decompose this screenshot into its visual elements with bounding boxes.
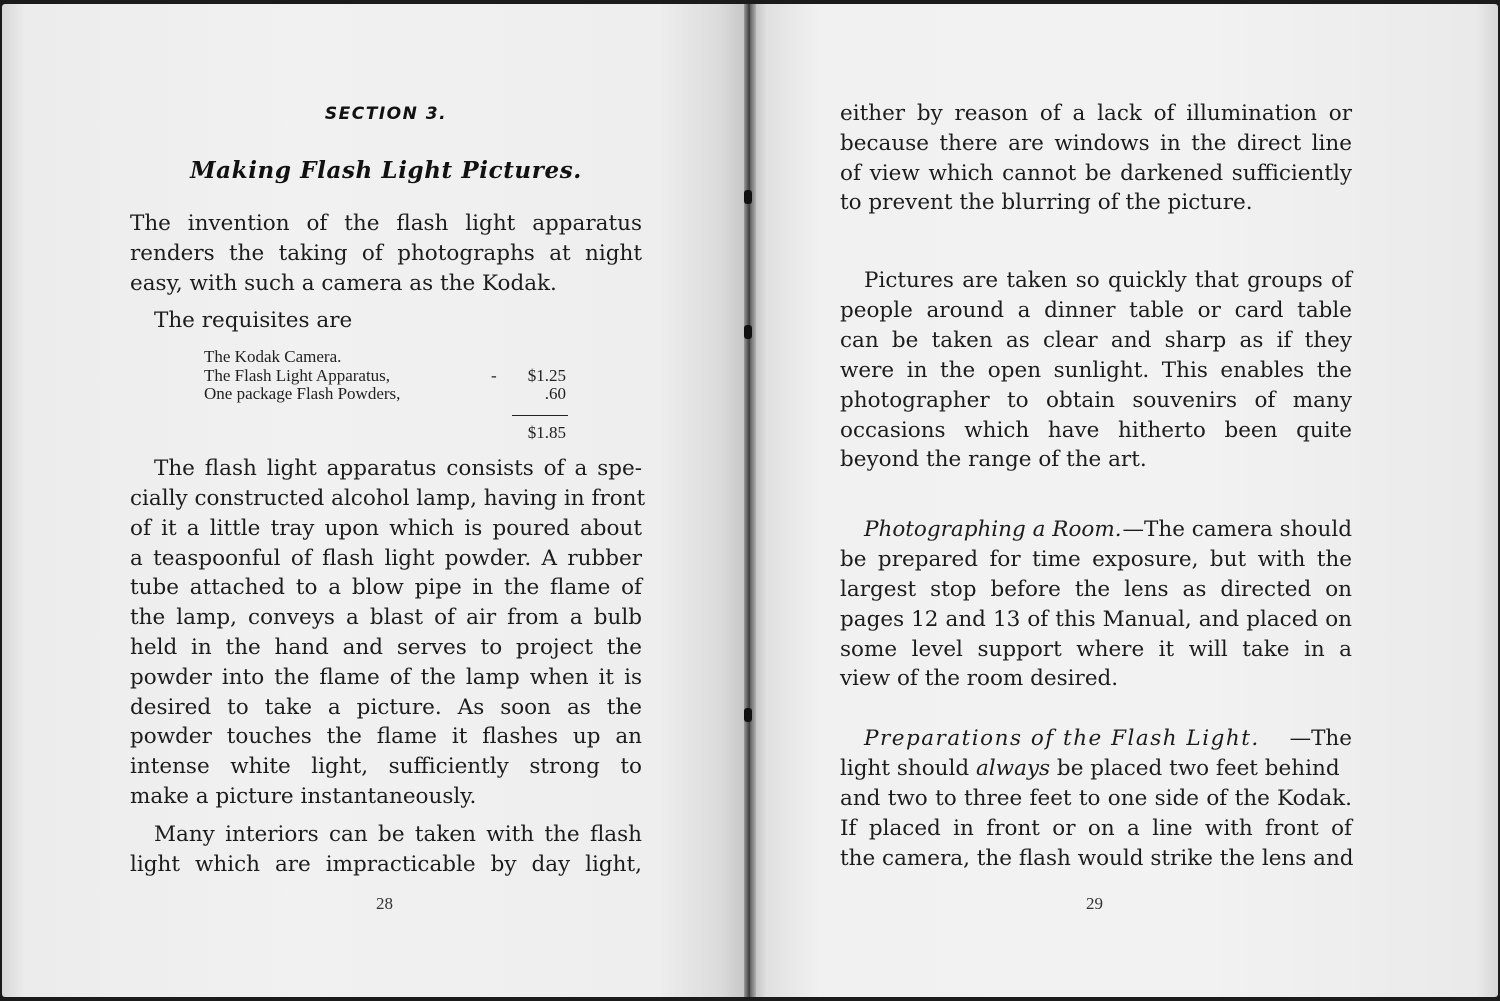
text-line: some level support where it will take in a	[840, 637, 1352, 662]
intro-line: easy, with such a camera as the Kodak.	[130, 271, 557, 296]
text-line: people around a dinner table or card table	[840, 298, 1352, 323]
text-line: powder touches the flame it flashes up an	[130, 724, 642, 749]
text-line: either by reason of a lack of illumination or	[840, 101, 1352, 126]
chapter-title: Making Flash Light Pictures.	[190, 157, 582, 184]
text-line: the lamp, conveys a blast of air from a bulb	[130, 605, 642, 630]
text-line: were in the open sunlight. This enables the	[840, 358, 1352, 383]
text-line: view of the room desired.	[840, 666, 1119, 691]
requisites-table	[204, 347, 574, 442]
intro-line: renders the taking of photographs at night	[130, 241, 642, 266]
text-line: be prepared for time exposure, but with the	[840, 547, 1352, 572]
binding-staple	[744, 708, 752, 722]
text-line: held in the hand and serves to project the	[130, 635, 642, 660]
requisites-total: $1.85	[527, 423, 566, 442]
text-line: cially constructed alcohol lamp, having in front	[130, 486, 646, 511]
prep-emphasis: always	[975, 756, 1051, 781]
prep-second-line	[840, 754, 1352, 784]
text-line: a teaspoonful of flash light powder. A rubber	[130, 546, 642, 571]
right-page	[752, 4, 1498, 997]
page-number: 28	[376, 894, 393, 913]
requisites-intro: The requisites are	[154, 308, 353, 333]
requisite-row	[204, 385, 574, 404]
intro-line: The invention of the flash light apparatus	[130, 211, 642, 236]
text-line: and two to three feet to one side of the Kodak.	[840, 786, 1352, 811]
section-heading: SECTION 3.	[324, 104, 448, 124]
text-line: The flash light apparatus consists of a spe-	[154, 456, 642, 481]
prep-text: be placed two feet behind	[1050, 756, 1340, 781]
room-first-line	[864, 515, 1352, 545]
text-line: Pictures are taken so quickly that groups of	[864, 268, 1352, 293]
text-line: tube attached to a blow pipe in the flame of	[130, 575, 642, 600]
text-line: beyond the range of the art.	[840, 447, 1147, 472]
room-heading-rest: —The camera should	[1122, 517, 1352, 542]
binding-staple	[744, 325, 752, 339]
requisite-price: $1.25	[527, 365, 566, 385]
text-line: Many interiors can be taken with the flash	[154, 822, 642, 847]
text-line: desired to take a picture. As soon as the	[130, 695, 642, 720]
text-line: largest stop before the lens as directed on	[840, 577, 1352, 602]
text-line: the camera, the flash would strike the lens and	[840, 846, 1354, 871]
room-heading: Photographing a Room.	[864, 517, 1122, 542]
text-line: of it a little tray upon which is poured about	[130, 516, 642, 541]
requisite-price: .60	[544, 384, 566, 403]
text-line: light which are impracticable by day light,	[130, 852, 642, 877]
prep-text: light should	[840, 756, 976, 781]
text-line: can be taken as clear and sharp as if they	[840, 328, 1352, 353]
requisite-item: One package Flash Powders,	[204, 384, 401, 403]
text-line: If placed in front or on a line with front of	[840, 816, 1352, 841]
text-line: to prevent the blurring of the picture.	[840, 190, 1253, 215]
page-number: 29	[1086, 894, 1103, 913]
text-line: photographer to obtain souvenirs of many	[840, 388, 1352, 413]
text-line: because there are windows in the direct line	[840, 131, 1352, 156]
text-line: pages 12 and 13 of this Manual, and placed on	[840, 607, 1352, 632]
prep-heading: Preparations of the Flash Light.	[864, 726, 1260, 751]
requisite-dash: -	[491, 365, 497, 385]
left-page	[2, 4, 748, 997]
binding-staple	[744, 190, 752, 204]
text-line: of view which cannot be darkened sufficiently	[840, 161, 1352, 186]
text-line: make a picture instantaneously.	[130, 784, 477, 809]
prep-heading-rest: —The	[1289, 726, 1352, 751]
text-line: occasions which have hitherto been quite	[840, 418, 1352, 443]
requisite-item: The Flash Light Apparatus,	[204, 365, 391, 385]
book-gutter	[744, 4, 756, 997]
total-rule	[512, 415, 568, 416]
requisite-row	[204, 367, 574, 386]
requisite-row	[204, 348, 574, 367]
prep-first-line	[864, 724, 1352, 754]
text-line: powder into the flame of the lamp when it is	[130, 665, 642, 690]
text-line: intense white light, sufficiently strong to	[130, 754, 642, 779]
requisite-item: The Kodak Camera.	[204, 347, 342, 366]
